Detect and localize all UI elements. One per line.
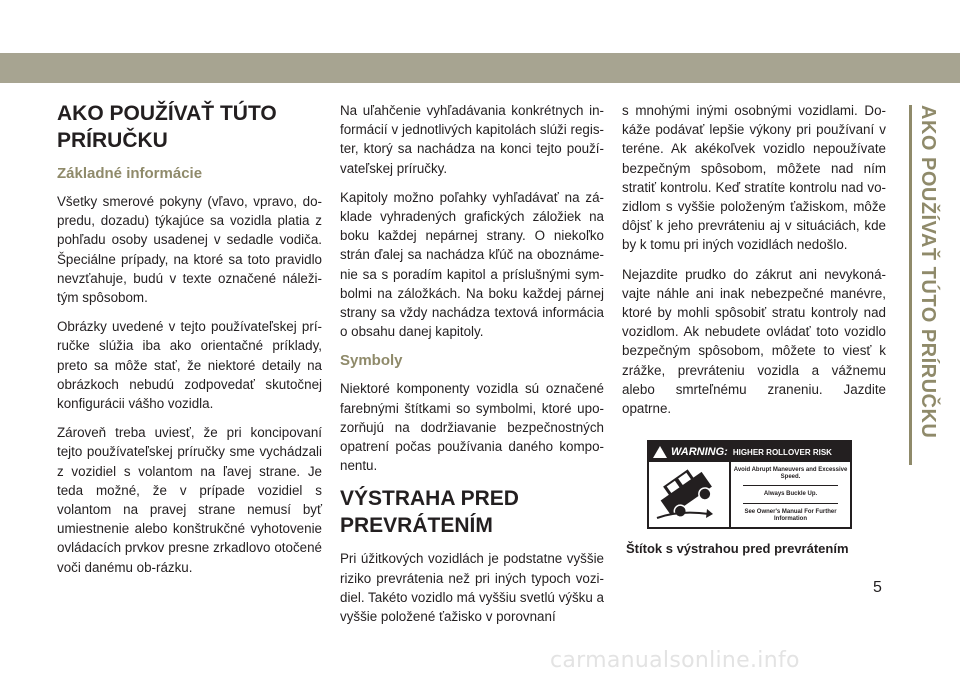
watermark: carmanualsonline.info xyxy=(550,648,800,673)
chapter-side-title: AKO POUŽÍVAŤ TÚTO PRÍRUČKU xyxy=(917,105,939,439)
warning-word: WARNING: xyxy=(671,446,728,459)
paragraph: Obrázky uvedené v tejto používateľskej prí-ručke slúžia iba ako orientačné príklady, preto sa môže stať, že niektoré detaily na obrázkoch nebudú zodpovedať skutočnej konfigurácii vášho vozidla. xyxy=(57,319,322,412)
paragraph: Niektoré komponenty vozidla sú označené farebnými štítkami so symbolmi, ktoré upo-zorňujú na dodržiavanie bezpečnostných opatrení počas používania daného kompo-nentu. xyxy=(340,381,604,474)
column-2 xyxy=(340,101,604,636)
paragraph: Zároveň treba uviesť, že pri koncipovaní tejto používateľskej príručky sme vychádzali z vozidiel s volantom na ľavej strane. Je teda možné, že v prípade vozidiel s volantom na pravej strane nemusí byť umiestnenie alebo konštrukčné vyhotovenie ovládacích prvkov presne zrkadlovo otočené voči danému ob-rázku. xyxy=(57,425,322,575)
warning-label-header xyxy=(649,442,850,462)
page-top-margin xyxy=(0,0,960,53)
subheading-symbols: Symboly xyxy=(340,352,403,370)
column-3 xyxy=(622,101,886,556)
header-rule xyxy=(0,53,960,83)
warning-line: Avoid Abrupt Maneuvers and Excessive Speed. xyxy=(733,466,848,480)
divider xyxy=(743,485,838,486)
section-title: AKO POUŽÍVAŤ TÚTO PRÍRUČKU xyxy=(57,102,277,152)
paragraph: s mnohými inými osobnými vozidlami. Do-káže podávať lepšie výkony pri používaní v teréne. Ak akékoľvek vozidlo nepoužívate bezpečným spôsobom, môžete nad ním stratiť kontrolu. Keď stratíte kontrolu nad vo-zidlom s vyššie položeným ťažiskom, môže dôjsť k jeho prevráteniu aj v situáciách, kde by k tomu pri iných vozidlách nedošlo. xyxy=(622,103,886,253)
paragraph: Všetky smerové pokyny (vľavo, vpravo, do-predu, dozadu) týkajúce sa vozidla platia z pohľadu osoby usadenej v sedadle vodiča. Špeciálne prípady, na ktoré sa toto pravidlo nevzťahuje, budú v texte označené náleži-tým spôsobom. xyxy=(57,194,322,306)
chapter-tab-bar xyxy=(909,105,912,465)
rollover-warning-label xyxy=(647,440,852,529)
figure-caption: Štítok s výstrahou pred prevrátením xyxy=(626,541,849,557)
rollover-vehicle-icon xyxy=(649,462,731,527)
warning-line: Always Buckle Up. xyxy=(763,491,818,498)
paragraph: Na uľahčenie vyhľadávania konkrétnych in-formácií v jednotlivých kapitolách slúži regis-ter, ktorý sa nachádza na konci tejto použí-vateľskej príručky. xyxy=(340,103,604,176)
warning-triangle-icon xyxy=(653,446,667,458)
page-number: 5 xyxy=(873,579,882,596)
paragraph: Nejazdite prudko do zákrut ani nevykoná-vajte náhle ani inak nebezpečné manévre, ktoré by mohli spôsobiť stratu kontroly nad vozidlom. Ak nebudete ovládať toto vozidlo bezpečným spôsobom, môžete to viesť k zrážke, prevráteniu vozidla a vážnemu alebo smrteľnému zraneniu. Jazdite opatrne. xyxy=(622,266,886,417)
column-1 xyxy=(57,100,322,587)
paragraph: Pri úžitkových vozidlách je podstatne vyššie riziko prevrátenia než pri iných typoch vozi-diel. Takéto vozidlo má vyššiu svetlú výšku a vyššie položené ťažisko v porovnaní xyxy=(340,551,604,625)
divider xyxy=(743,503,838,504)
warning-label-text xyxy=(731,462,850,527)
section-title-rollover: VÝSTRAHA PRED PREVRÁTENÍM xyxy=(340,487,519,538)
paragraph: Kapitoly možno poľahky vyhľadávať na zá-klade vyhradených grafických záložiek na boku každej nepárnej strany. O niekoľko strán ďalej sa nachádza kľúč na oboznáme-nie sa s poradím kapitol a príslušnými sym-bolmi na záložkách. Na boku každej párnej strany sa vždy nachádza textová informácia o obsahu danej kapitoly. xyxy=(340,189,604,340)
warning-line: See Owner's Manual For Further Information xyxy=(744,508,837,522)
warning-subtitle: HIGHER ROLLOVER RISK xyxy=(732,447,832,457)
warning-label-body xyxy=(649,462,850,527)
subheading-basic-info: Základné informácie xyxy=(57,165,203,182)
